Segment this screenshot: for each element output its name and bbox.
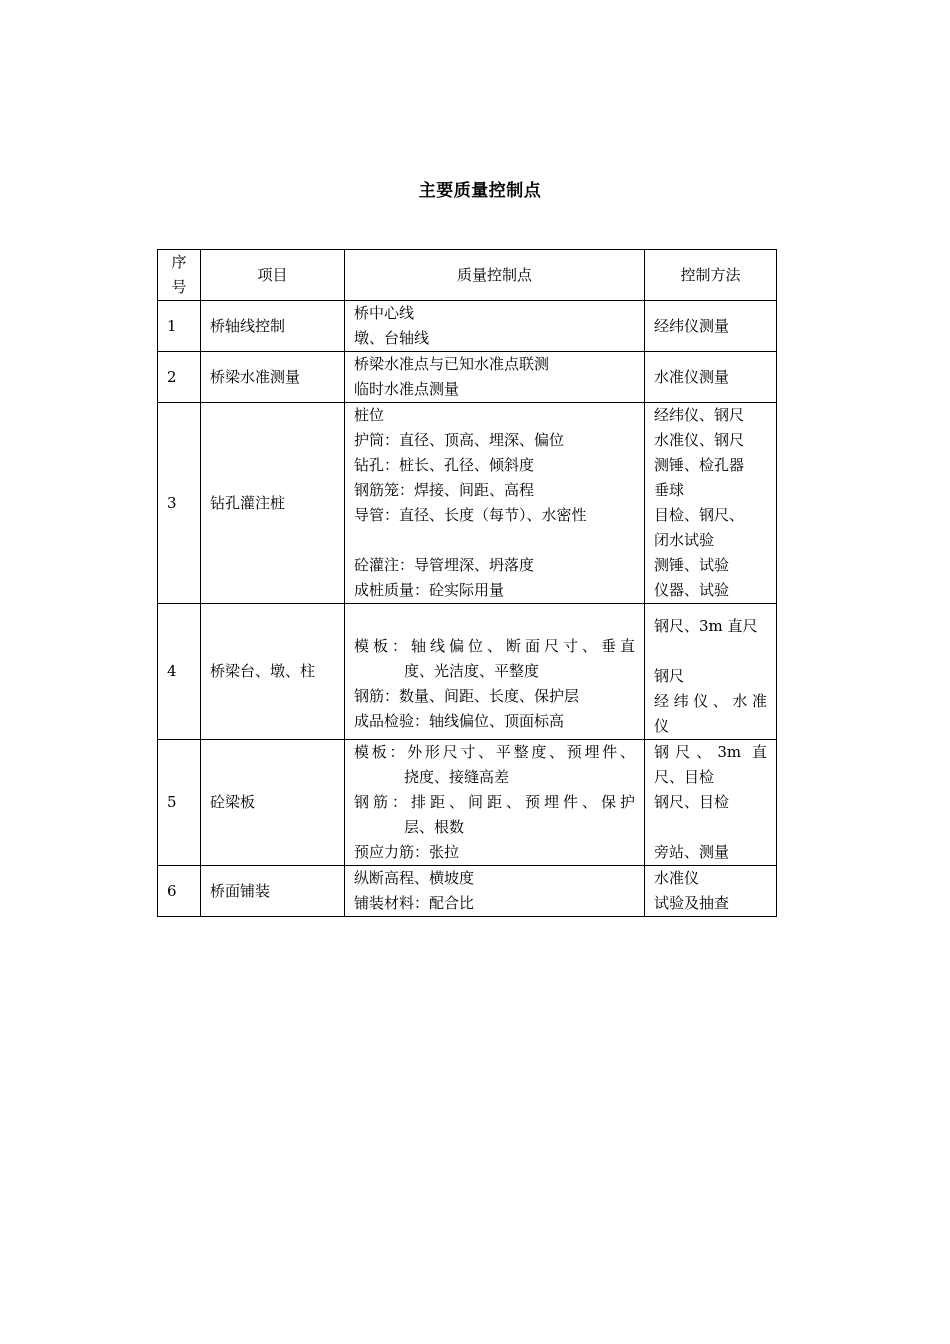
method-line: 垂球 [654,481,685,499]
method-line: 仪 [654,717,670,735]
row-method [645,352,777,403]
row-points [345,403,645,604]
spacer [354,528,635,553]
row-method [645,740,777,866]
method-line: 钢尺、目检 [654,793,730,811]
point-line: 临时水准点测量 [354,380,460,398]
row-points [345,866,645,917]
method-line: 仪器、试验 [654,581,730,599]
table-row [158,352,777,403]
point-line: 钢筋：数量、间距、长度、保护层 [354,687,580,705]
row-item: 桥面铺装 [201,866,345,917]
point-line: 成品检验：轴线偏位、顶面标高 [354,712,565,730]
method-line: 尺、目检 [654,768,715,786]
quality-control-table [157,249,777,917]
spacer [654,639,767,664]
table-header-row [158,250,777,301]
point-line: 砼灌注：导管埋深、坍落度 [354,556,535,574]
table-row [158,866,777,917]
method-line: 闭水试验 [654,531,715,549]
method-line: 水准仪测量 [654,367,730,386]
point-line: 预应力筋：张拉 [354,843,460,861]
table-row [158,403,777,604]
row-no: 5 [158,740,201,866]
spacer [354,609,635,634]
header-method: 控制方法 [645,250,777,301]
row-points [345,352,645,403]
point-line: 层、根数 [404,818,465,836]
point-line: 导管：直径、长度（每节）、水密性 [354,506,587,524]
point-line: 钻孔：桩长、孔径、倾斜度 [354,456,535,474]
point-line: 模板：轴线偏位、断面尺寸、垂直 [354,637,635,655]
row-no: 3 [158,403,201,604]
method-line: 目检、钢尺、 [654,506,745,524]
method-line: 旁站、测量 [654,843,730,861]
point-line: 纵断高程、横坡度 [354,869,475,887]
row-no: 4 [158,604,201,740]
method-line: 经纬仪、钢尺 [654,406,745,424]
row-method [645,866,777,917]
point-line: 墩、台轴线 [354,329,430,347]
row-method [645,604,777,740]
point-line: 成桩质量：砼实际用量 [354,581,505,599]
method-line: 水准仪、钢尺 [654,431,745,449]
method-line: 测锤、试验 [654,556,730,574]
row-item: 桥轴线控制 [201,301,345,352]
point-line: 桩位 [354,406,385,424]
method-line: 试验及抽查 [654,894,730,912]
row-points [345,740,645,866]
method-line: 钢尺、3m 直 [654,743,767,761]
table-row [158,740,777,866]
point-line: 模板：外形尺寸、平整度、预埋件、 [354,743,635,761]
row-points [345,604,645,740]
point-line: 钢筋笼：焊接、间距、高程 [354,481,535,499]
row-no: 6 [158,866,201,917]
row-item: 钻孔灌注桩 [201,403,345,604]
point-line: 度、光洁度、平整度 [404,662,540,680]
point-line: 桥中心线 [354,304,415,322]
header-item: 项目 [201,250,345,301]
point-line: 桥梁水准点与已知水准点联测 [354,355,550,373]
method-line: 经纬仪测量 [654,316,730,335]
point-line: 护筒：直径、顶高、埋深、偏位 [354,431,565,449]
table-row [158,604,777,740]
header-no: 序号 [158,250,201,301]
method-line: 测锤、检孔器 [654,456,745,474]
method-line: 经纬仪、水准 [654,692,767,710]
point-line: 钢筋：排距、间距、预埋件、保护 [354,793,635,811]
row-points [345,301,645,352]
method-line: 钢尺 [654,667,685,685]
method-line: 水准仪 [654,869,700,887]
row-no: 1 [158,301,201,352]
method-line: 钢尺、3m 直尺 [654,617,758,635]
spacer [654,604,767,614]
row-method [645,403,777,604]
point-line: 铺装材料：配合比 [354,894,475,912]
point-line: 挠度、接缝高差 [404,768,510,786]
row-method [645,301,777,352]
table-row [158,301,777,352]
row-item: 砼梁板 [201,740,345,866]
page-title: 主要质量控制点 [418,181,542,201]
row-no: 2 [158,352,201,403]
row-item: 桥梁台、墩、柱 [201,604,345,740]
spacer [654,815,767,840]
row-item: 桥梁水准测量 [201,352,345,403]
header-points: 质量控制点 [345,250,645,301]
